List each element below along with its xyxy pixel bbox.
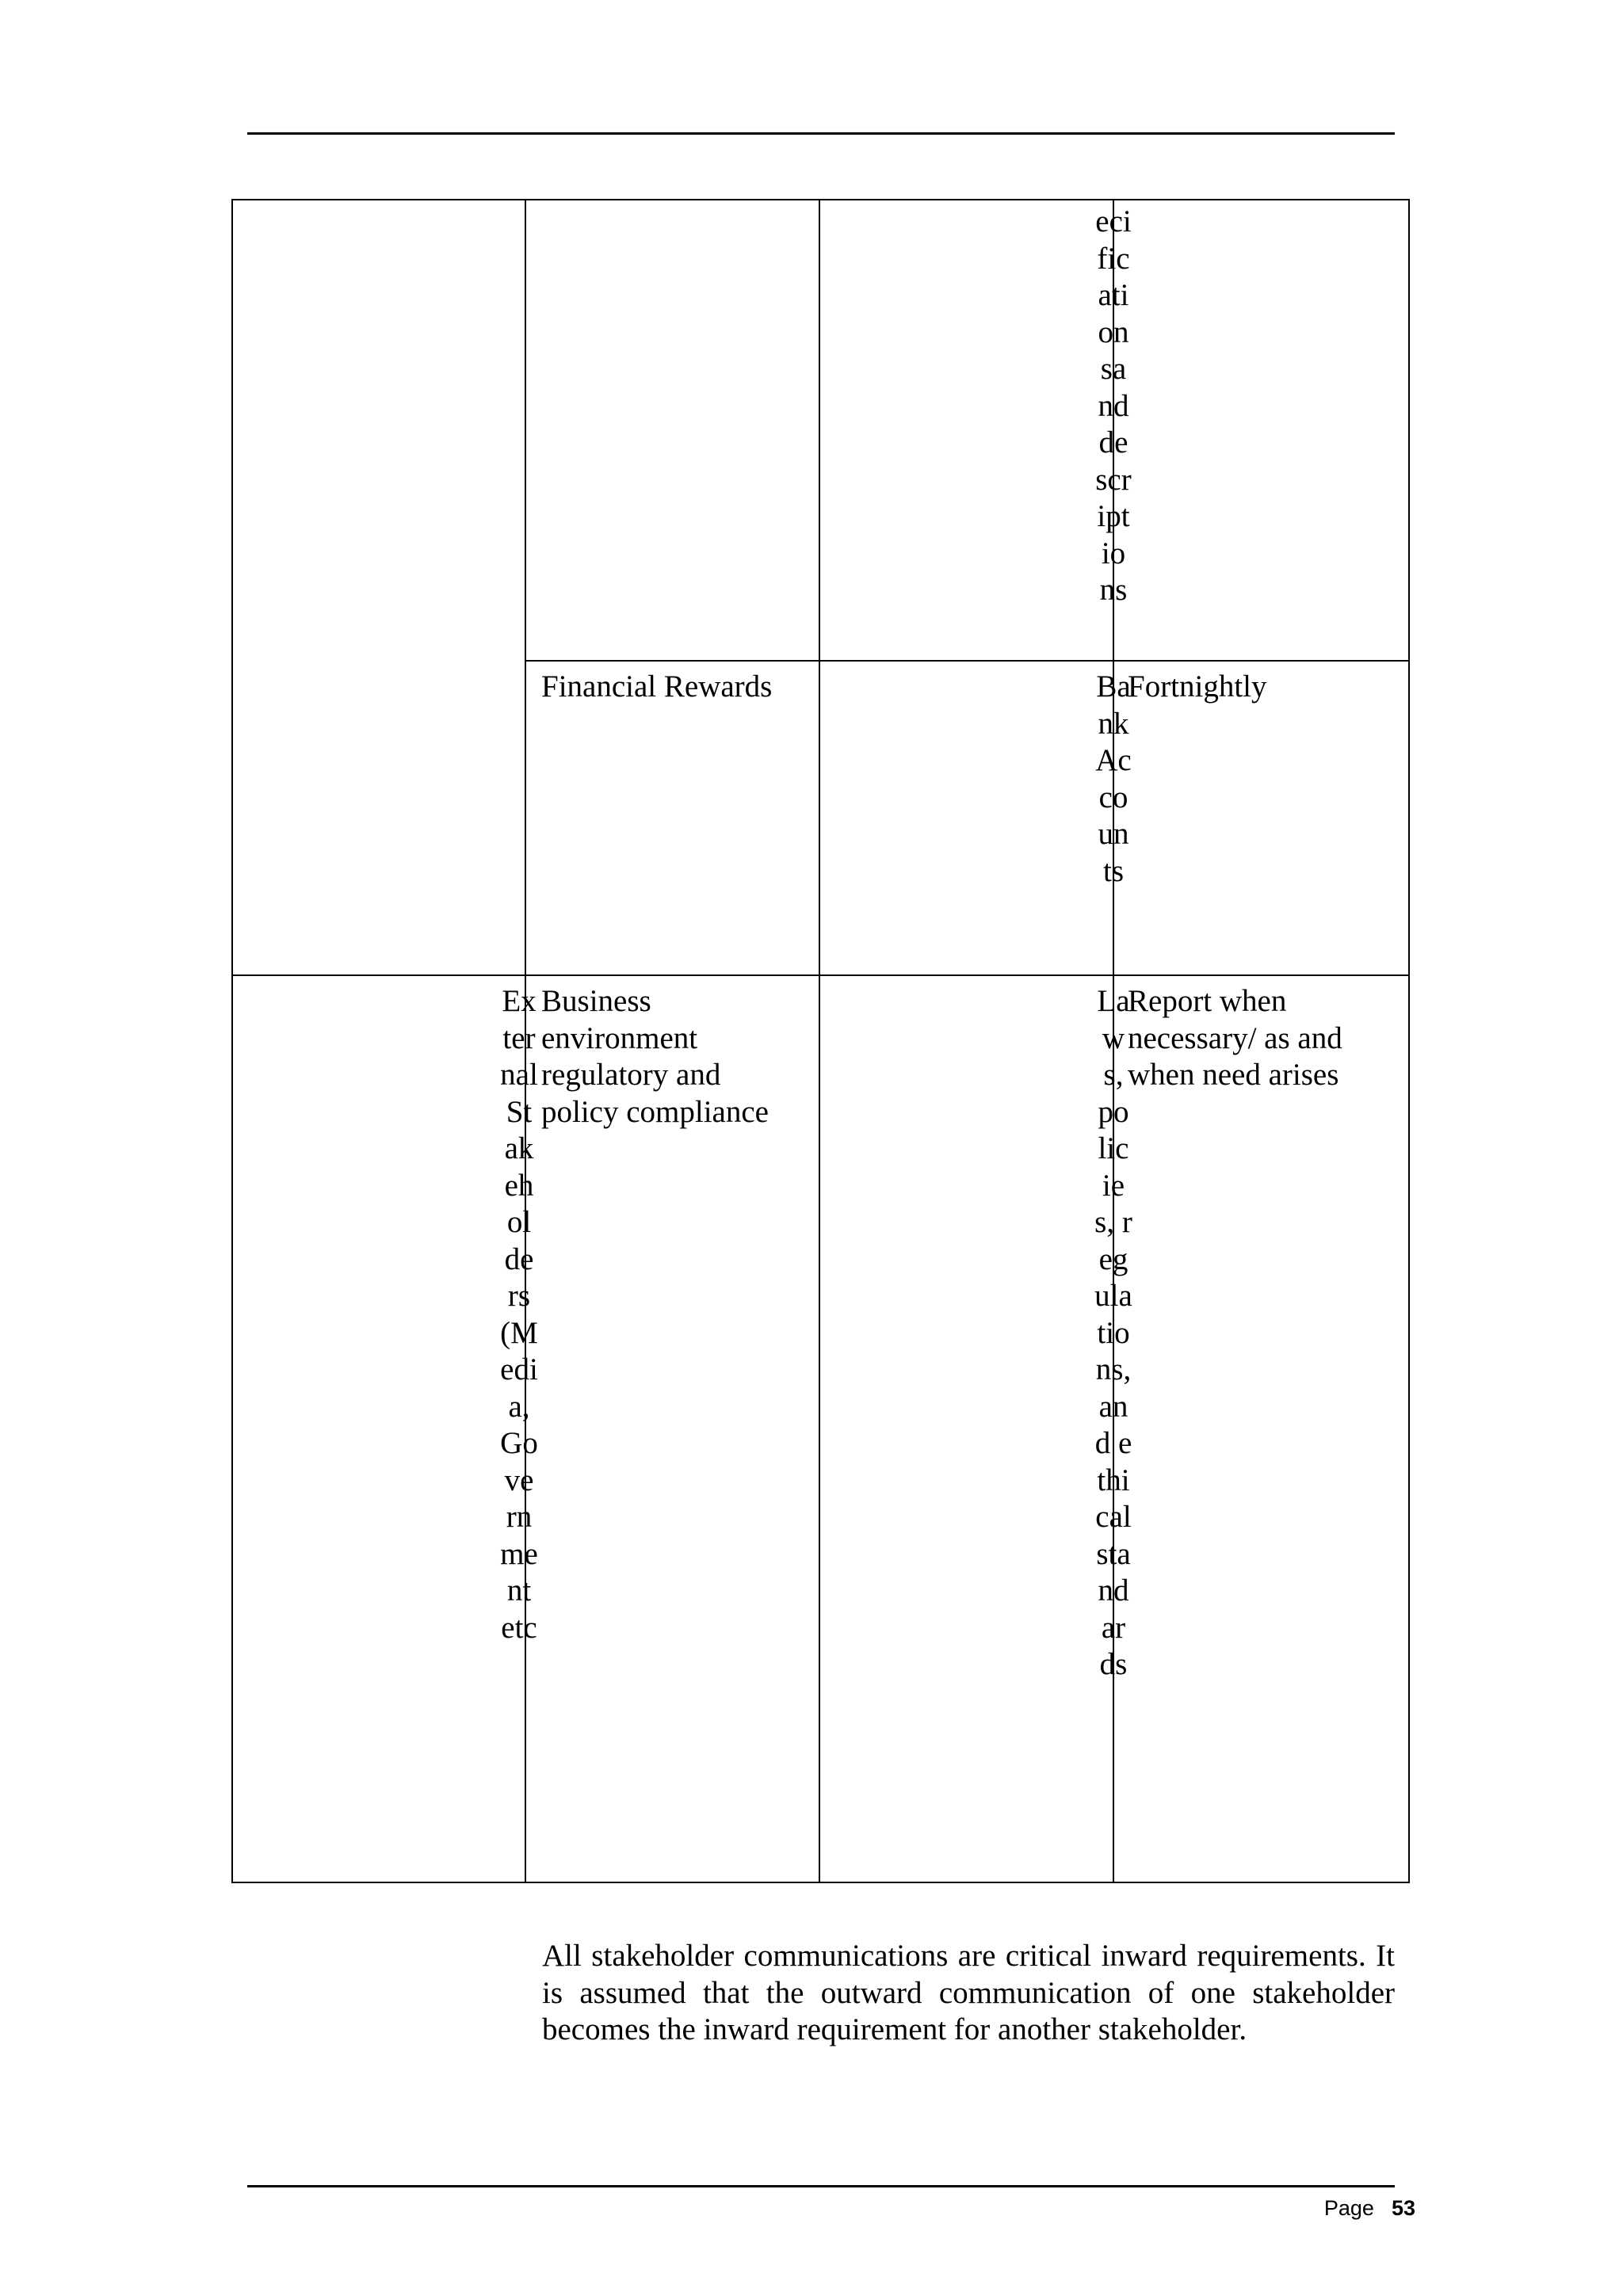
table-cell bbox=[1094, 983, 1132, 1684]
table-cell bbox=[1094, 204, 1132, 609]
table-row-divider bbox=[525, 660, 1410, 662]
cell-text: ecificationsanddescriptions bbox=[1095, 204, 1132, 607]
table-border-right bbox=[1408, 199, 1410, 1883]
cell-text: Fortnightly bbox=[1128, 669, 1267, 704]
table-border-top bbox=[231, 199, 1410, 200]
table-cell bbox=[1128, 983, 1365, 1094]
stakeholder-communication-table bbox=[231, 199, 1410, 1883]
cell-text: Financial Rewards bbox=[541, 669, 773, 704]
body-paragraph: All stakeholder communications are critical inward requirements. It is assumed that the outward communication of one stakeholder becomes the inward requirement for another stakeholder. bbox=[542, 1939, 1395, 2046]
table-cell bbox=[500, 983, 538, 1646]
cell-text: Bank Accounts bbox=[1095, 669, 1132, 888]
cell-text: Report when necessary/ as and when need arises bbox=[1128, 984, 1342, 1092]
table-cell bbox=[1094, 669, 1132, 890]
table-cell bbox=[1128, 669, 1397, 706]
table-border-bottom bbox=[231, 1882, 1410, 1883]
page-footer bbox=[1324, 2195, 1415, 2222]
cell-text: Business environment regulatory and policy compliance bbox=[541, 984, 769, 1129]
page-number: 53 bbox=[1391, 2196, 1415, 2220]
table-border-left bbox=[231, 199, 233, 1883]
table-cell bbox=[541, 669, 803, 706]
header-rule bbox=[247, 132, 1395, 135]
table-row-divider bbox=[231, 974, 1410, 976]
page-label: Page bbox=[1323, 2196, 1374, 2220]
cell-text: Laws, policies, regulations, and ethical standards bbox=[1094, 984, 1132, 1681]
table-cell bbox=[541, 983, 803, 1131]
cell-text: External Stakeholders (Media, Government etc bbox=[500, 984, 538, 1645]
table-column-divider bbox=[819, 199, 820, 1883]
footer-rule bbox=[247, 2185, 1395, 2187]
